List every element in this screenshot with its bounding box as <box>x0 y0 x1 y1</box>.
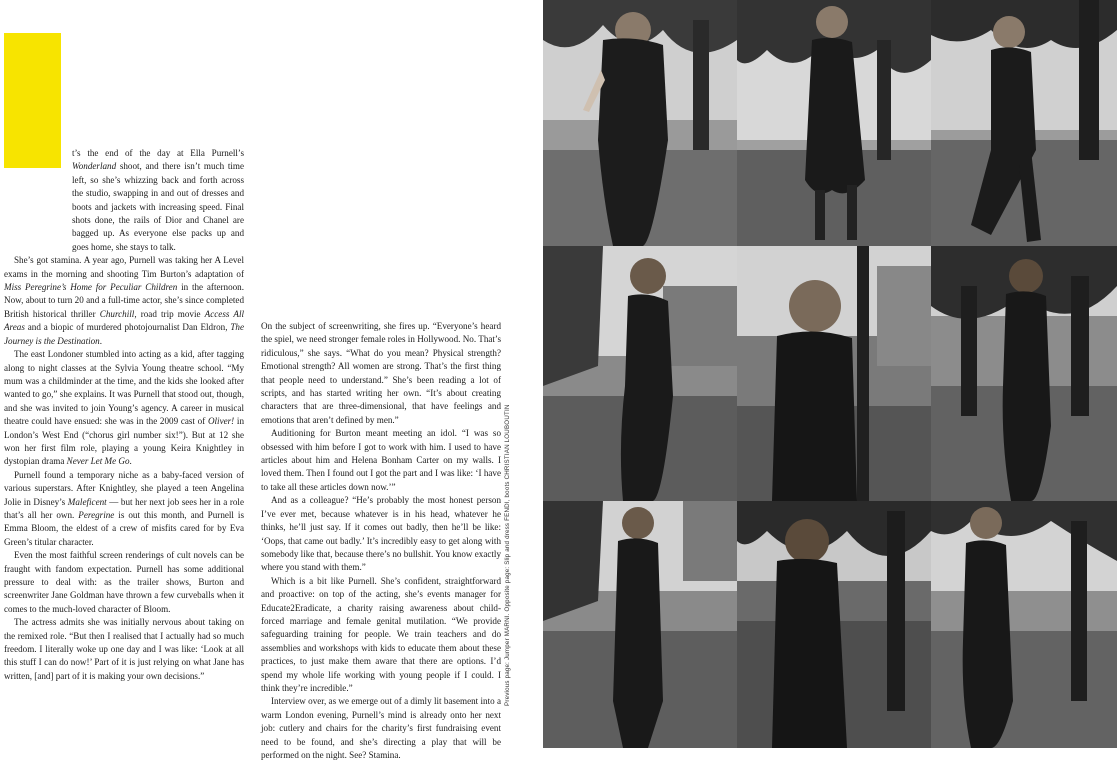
paragraph: The east Londoner stumbled into acting as a kid, after tagging along to night classes at the Sylvia Young theatre school. “My mum was a childminder at the time, and the kids she looked after wanted to go,” she explains. It was Purnell that stood out, though, and she was invited to join Young’s agency. A career in musical theatre could have ensued: she was in the 2009 cast of Oliver! in London’s West End (“chorus girl number six!”). But at 12 she won her first film role, playing a young Keira Knightley in dystopian drama Never Let Me Go. <box>4 349 244 467</box>
paragraph: Auditioning for Burton meant meeting an idol. “I was so obsessed with him before I got to work with him. I used to have articles about him and Helena Bonham Carter on my walls. I loved them. Then I found out I got the part and I was like: ‘I have to take all these articles down now.’” <box>261 428 501 492</box>
photo-2 <box>737 0 931 246</box>
photo-grid <box>543 0 1117 748</box>
photo-4 <box>543 246 737 501</box>
paragraph: The actress admits she was initially nervous about taking on the remixed role. “But then I realised that I actually had so much freedom. I literally woke up one day and I was like: ‘Look at all this stuff I can do now!’ Part of it is just relying on what Jane has written, [and] part of it is making your own decisions.” <box>4 617 244 681</box>
photo-9 <box>931 501 1117 748</box>
article-page <box>0 0 543 760</box>
photo-credit: Previous page: Jumper MARNI. Opposite page: Slip and dress FENDI, boots CHRISTIAN LOUBOUTIN <box>504 404 511 706</box>
photo-7 <box>543 501 737 748</box>
photo-1 <box>543 0 737 246</box>
article-column-2 <box>261 320 501 762</box>
photo-5 <box>737 246 931 501</box>
paragraph: Interview over, as we emerge out of a dimly lit basement into a warm London evening, Purnell’s mind is already onto her next job: cutlery and chairs for the charity’s first fundraising event need to be found, and she’s directing a play that will be performed on the night. See? Stamina. <box>261 696 501 760</box>
photo-6 <box>931 246 1117 501</box>
paragraph: She’s got stamina. A year ago, Purnell was taking her A Level exams in the morning and shooting Tim Burton’s adaptation of Miss Peregrine’s Home for Peculiar Children in the afternoon. Now, about to turn 20 and a full-time actor, she’s since completed British historical thriller Churchill, road trip movie Access All Areas and a biopic of murdered photojournalist Dan Eldron, The Journey is the Destination. <box>4 255 245 346</box>
paragraph: t’s the end of the day at Ella Purnell’s Wonderland shoot, and there isn’t much time left, so she’s whizzing back and forth across the studio, swapping in and out of dresses and boots and jackets with increasing speed. Final shots done, the rails of Dior and Chanel are bagged up. As everyone else packs up and goes home, she stays to talk. <box>72 148 244 252</box>
paragraph: And as a colleague? “He’s probably the most honest person I’ve ever met, because whatever is in his head, whatever he thinks, he’ll just say. If it comes out badly, then he’ll be like: ‘Oops, that came out badly.’ It’s incredibly easy to get along with somebody like that, because there’s no bullshit. You know exactly where you stand with them.” <box>261 495 501 573</box>
paragraph: On the subject of screenwriting, she fires up. “Everyone’s heard the spiel, we need stronger female roles in Hollywood. No. That’s ridiculous,” she says. “What do you mean? Physical strength? Emotional strength? All women are strong. That’s the first thing that people need to understand.” She’s been reading a lot of scripts, and has started writing her own. “It’s about creating characters that are three-dimensional, that have feelings and emotions that aren’t defined by men.” <box>261 321 501 425</box>
paragraph: Even the most faithful screen renderings of cult novels can be fraught with fandom expectation. Purnell has some additional pressure to deal with: as the trailer shows, Burton and screenwriter Jane Goldman have thrown a few curveballs when it comes to the much-loved character of Bloom. <box>4 550 244 614</box>
photo-3 <box>931 0 1117 246</box>
photo-8 <box>737 501 931 748</box>
paragraph: Which is a bit like Purnell. She’s confident, straightforward and proactive: on top of the acting, she’s events manager for Educate2Eradicate, a charity raising awareness about child-forced marriage and female genital mutilation. “We provide safeguarding training for people. We train teachers and do assemblies and workshops with kids to educate them about these practices, to just make them aware that there are options. I’d spend my whole life working with young people if I could. I think they’re incredible.” <box>261 575 501 693</box>
paragraph: Purnell found a temporary niche as a baby-faced version of various superstars. After Knightley, she played a teen Angelina Jolie in Disney’s Maleficent — but her next job sees her in a role that’s all her own. Peregrine is out this month, and Purnell is Emma Bloom, the eldest of a crew of misfits cared for by Eva Green’s titular character. <box>4 469 245 547</box>
article-column-1 <box>4 147 244 683</box>
